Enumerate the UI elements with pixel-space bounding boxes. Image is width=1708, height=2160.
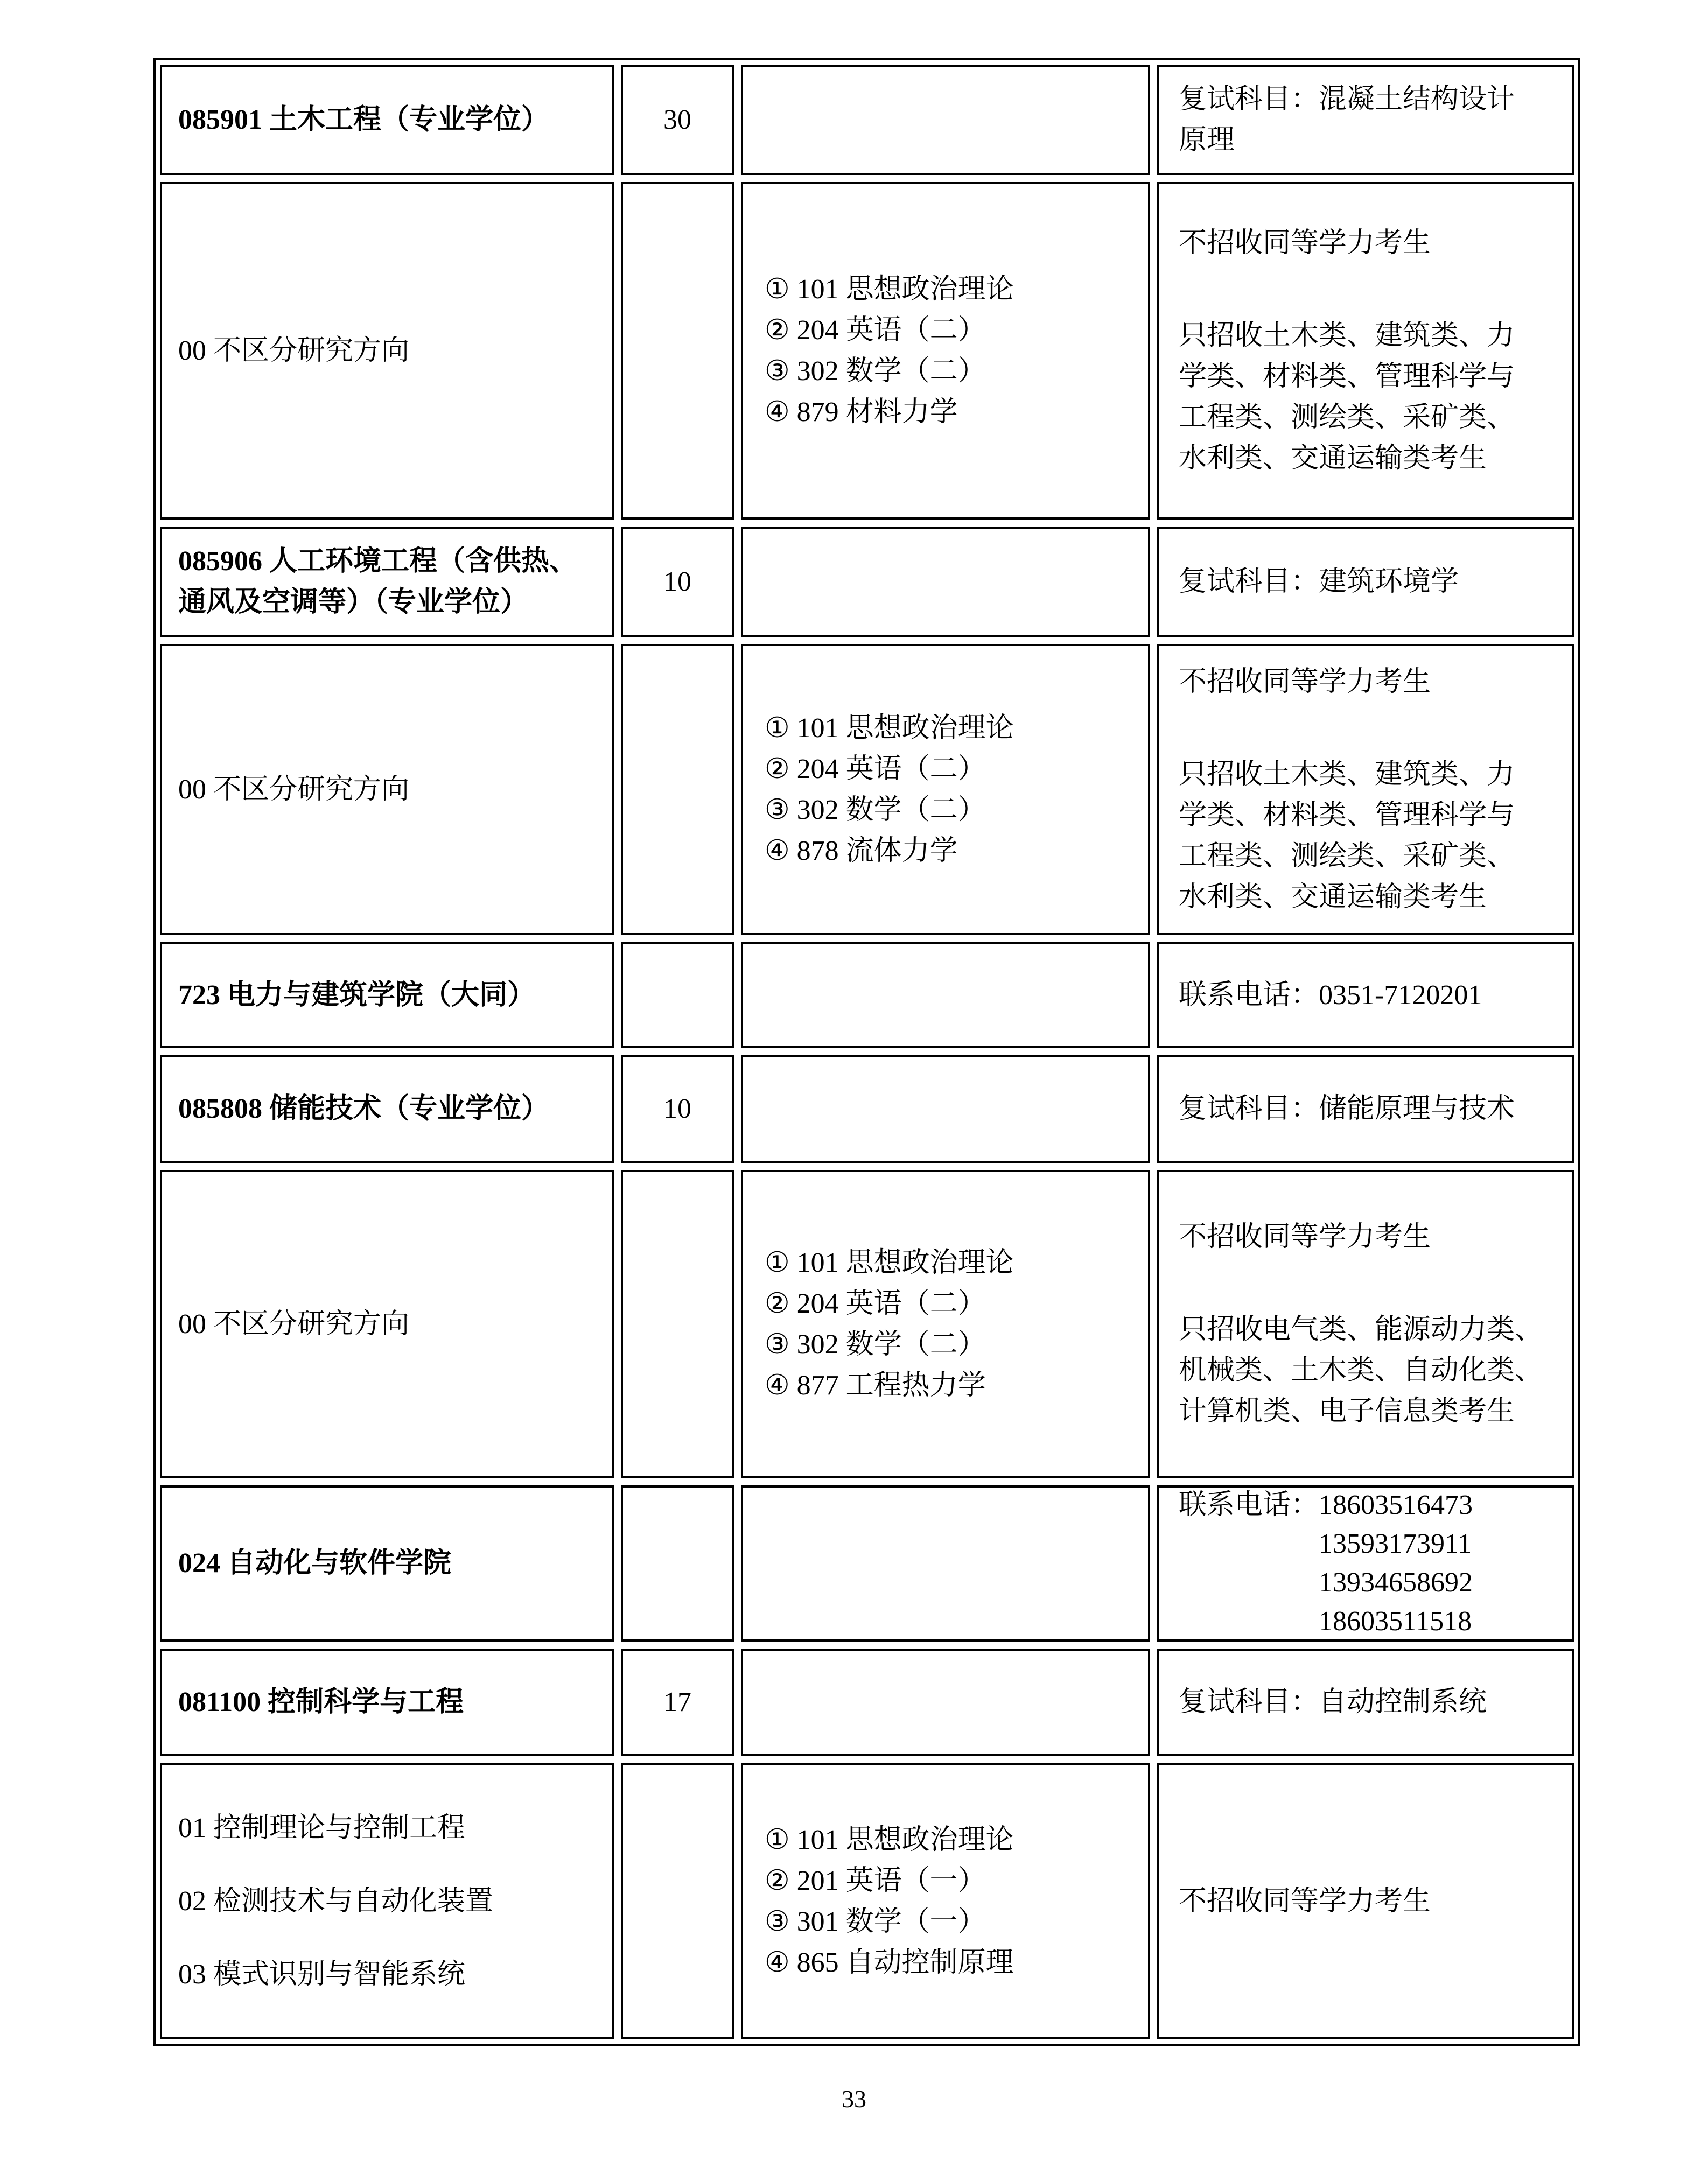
remark-text: 机械类、土木类、自动化类、 bbox=[1179, 1355, 1543, 1386]
exam-subject: ② 204 英语（二） bbox=[765, 1288, 986, 1319]
remarks-cell bbox=[1157, 942, 1574, 1048]
direction-item: 00 不区分研究方向 bbox=[178, 774, 410, 805]
remarks-cell bbox=[1157, 1170, 1574, 1478]
direction-cell bbox=[160, 1170, 614, 1478]
exam-subject: ② 204 英语（二） bbox=[765, 753, 986, 784]
contact-phone-number: 13593173911 bbox=[1319, 1528, 1472, 1559]
contact-phone-number: 18603516473 bbox=[1319, 1490, 1473, 1520]
program-cell bbox=[160, 65, 614, 175]
remark-text: 只招收电气类、能源动力类、 bbox=[1179, 1314, 1543, 1345]
retest-subject-text: 原理 bbox=[1179, 124, 1235, 156]
exam-subject: ③ 302 数学（二） bbox=[765, 355, 986, 387]
program-title: 085808 储能技术（专业学位） bbox=[178, 1093, 550, 1124]
subjects-cell bbox=[741, 1170, 1150, 1478]
contact-phone-label: 联系电话： bbox=[1179, 1490, 1319, 1520]
contact-phone-number: 18603511518 bbox=[1319, 1606, 1472, 1637]
subjects-cell bbox=[741, 1055, 1150, 1163]
remark-text: 学类、材料类、管理科学与 bbox=[1179, 800, 1515, 831]
remarks-cell bbox=[1157, 182, 1574, 520]
quota-value: 30 bbox=[663, 104, 691, 135]
admissions-table-grid bbox=[160, 65, 1574, 2039]
exam-subject: ① 101 思想政治理论 bbox=[765, 1824, 1014, 1855]
remarks-cell bbox=[1157, 1763, 1574, 2039]
quota-cell bbox=[621, 65, 734, 175]
remark-text: 工程类、测绘类、采矿类、 bbox=[1179, 840, 1515, 872]
direction-item: 03 模式识别与智能系统 bbox=[178, 1959, 466, 1990]
direction-cell bbox=[160, 182, 614, 520]
program-title: 081100 控制科学与工程 bbox=[178, 1687, 464, 1717]
program-title: 通风及空调等）（专业学位） bbox=[178, 586, 529, 618]
remark-note: 不招收同等学力考生 bbox=[1179, 227, 1431, 258]
college-title: 723 电力与建筑学院（大同） bbox=[178, 979, 536, 1011]
remarks-cell bbox=[1157, 1485, 1574, 1642]
page-number: 33 bbox=[842, 2085, 866, 2113]
exam-subject: ③ 302 数学（二） bbox=[765, 794, 986, 825]
direction-cell bbox=[160, 644, 614, 935]
exam-subject: ④ 877 工程热力学 bbox=[765, 1370, 986, 1401]
quota-cell bbox=[621, 182, 734, 520]
program-cell bbox=[160, 527, 614, 637]
college-title: 024 自动化与软件学院 bbox=[178, 1548, 452, 1579]
direction-item: 01 控制理论与控制工程 bbox=[178, 1812, 466, 1843]
subjects-cell bbox=[741, 1649, 1150, 1756]
remark-text: 学类、材料类、管理科学与 bbox=[1179, 361, 1515, 392]
program-cell bbox=[160, 1649, 614, 1756]
exam-subject: ③ 302 数学（二） bbox=[765, 1329, 986, 1360]
contact-phone bbox=[1179, 1486, 1562, 1525]
remarks-cell bbox=[1157, 1055, 1574, 1163]
retest-subject-text: 复试科目：储能原理与技术 bbox=[1179, 1093, 1515, 1124]
subjects-cell bbox=[741, 65, 1150, 175]
contact-phone-number: 13934658692 bbox=[1319, 1567, 1473, 1598]
quota-cell bbox=[621, 1170, 734, 1478]
contact-phone: 联系电话：0351-7120201 bbox=[1179, 979, 1482, 1011]
remark-text: 只招收土木类、建筑类、力 bbox=[1179, 759, 1515, 790]
remarks-cell bbox=[1157, 644, 1574, 935]
exam-subject: ① 101 思想政治理论 bbox=[765, 1247, 1014, 1278]
quota-value: 10 bbox=[663, 566, 691, 597]
quota-cell bbox=[621, 644, 734, 935]
direction-item: 02 检测技术与自动化装置 bbox=[178, 1885, 494, 1917]
subjects-cell bbox=[741, 182, 1150, 520]
exam-subject: ④ 879 材料力学 bbox=[765, 396, 958, 427]
remark-text: 水利类、交通运输类考生 bbox=[1179, 443, 1487, 474]
program-cell bbox=[160, 1055, 614, 1163]
admissions-table bbox=[153, 58, 1580, 2046]
subjects-cell bbox=[741, 527, 1150, 637]
quota-cell bbox=[621, 527, 734, 637]
quota-cell bbox=[621, 1649, 734, 1756]
remark-text: 水利类、交通运输类考生 bbox=[1179, 881, 1487, 913]
program-title: 085906 人工环境工程（含供热、 bbox=[178, 545, 578, 577]
remark-text: 只招收土木类、建筑类、力 bbox=[1179, 320, 1515, 351]
remark-text: 计算机类、电子信息类考生 bbox=[1179, 1395, 1515, 1427]
exam-subject: ① 101 思想政治理论 bbox=[765, 273, 1014, 305]
direction-item: 00 不区分研究方向 bbox=[178, 335, 410, 366]
remark-note: 不招收同等学力考生 bbox=[1179, 666, 1431, 697]
program-title: 085901 土木工程（专业学位） bbox=[178, 104, 550, 135]
quota-cell bbox=[621, 1485, 734, 1642]
quota-cell bbox=[621, 1055, 734, 1163]
remarks-cell bbox=[1157, 65, 1574, 175]
subjects-cell bbox=[741, 1763, 1150, 2039]
subjects-cell bbox=[741, 1485, 1150, 1642]
exam-subject: ② 201 英语（一） bbox=[765, 1865, 986, 1896]
quota-value: 10 bbox=[663, 1093, 691, 1124]
remarks-cell bbox=[1157, 1649, 1574, 1756]
program-cell bbox=[160, 1485, 614, 1642]
subjects-cell bbox=[741, 644, 1150, 935]
retest-subject-text: 复试科目：建筑环境学 bbox=[1179, 566, 1459, 597]
quota-cell bbox=[621, 1763, 734, 2039]
remarks-cell bbox=[1157, 527, 1574, 637]
subjects-cell bbox=[741, 942, 1150, 1048]
quota-cell bbox=[621, 942, 734, 1048]
exam-subject: ② 204 英语（二） bbox=[765, 314, 986, 346]
remark-text: 工程类、测绘类、采矿类、 bbox=[1179, 402, 1515, 433]
remark-note: 不招收同等学力考生 bbox=[1179, 1221, 1431, 1252]
exam-subject: ④ 878 流体力学 bbox=[765, 835, 958, 866]
retest-subject-text: 复试科目：自动控制系统 bbox=[1179, 1687, 1487, 1717]
quota-value: 17 bbox=[663, 1687, 691, 1717]
exam-subject: ③ 301 数学（一） bbox=[765, 1906, 986, 1937]
direction-cell bbox=[160, 1763, 614, 2039]
retest-subject-text: 复试科目：混凝土结构设计 bbox=[1179, 83, 1515, 115]
direction-item: 00 不区分研究方向 bbox=[178, 1308, 410, 1340]
exam-subject: ④ 865 自动控制原理 bbox=[765, 1947, 1014, 1978]
remark-note: 不招收同等学力考生 bbox=[1179, 1885, 1431, 1917]
program-cell bbox=[160, 942, 614, 1048]
exam-subject: ① 101 思想政治理论 bbox=[765, 712, 1014, 744]
